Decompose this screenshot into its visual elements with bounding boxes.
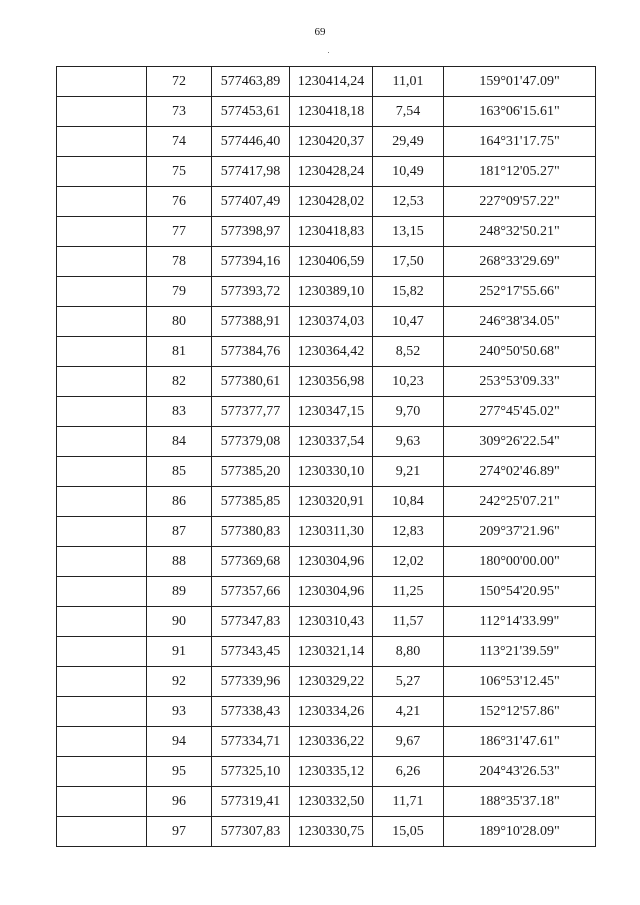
distance-cell: 10,47	[373, 307, 444, 337]
x-coordinate-cell: 577325,10	[212, 757, 290, 787]
x-coordinate-cell: 577338,43	[212, 697, 290, 727]
y-coordinate-cell: 1230420,37	[290, 127, 373, 157]
x-coordinate-cell: 577357,66	[212, 577, 290, 607]
distance-cell: 11,71	[373, 787, 444, 817]
y-coordinate-cell: 1230335,12	[290, 757, 373, 787]
empty-cell	[57, 367, 147, 397]
table-row	[57, 367, 596, 397]
table-row	[57, 577, 596, 607]
empty-cell	[57, 577, 147, 607]
point-number-cell: 86	[147, 487, 212, 517]
empty-cell	[57, 67, 147, 97]
angle-cell: 242°25'07.21"	[444, 487, 596, 517]
distance-cell: 7,54	[373, 97, 444, 127]
empty-cell	[57, 457, 147, 487]
angle-cell: 159°01'47.09"	[444, 67, 596, 97]
x-coordinate-cell: 577384,76	[212, 337, 290, 367]
table-row	[57, 67, 596, 97]
empty-cell	[57, 397, 147, 427]
table-row	[57, 307, 596, 337]
point-number-cell: 95	[147, 757, 212, 787]
angle-cell: 227°09'57.22"	[444, 187, 596, 217]
angle-cell: 152°12'57.86"	[444, 697, 596, 727]
angle-cell: 246°38'34.05"	[444, 307, 596, 337]
distance-cell: 9,67	[373, 727, 444, 757]
x-coordinate-cell: 577385,85	[212, 487, 290, 517]
empty-cell	[57, 157, 147, 187]
point-number-cell: 88	[147, 547, 212, 577]
distance-cell: 11,01	[373, 67, 444, 97]
empty-cell	[57, 247, 147, 277]
empty-cell	[57, 217, 147, 247]
table-row	[57, 667, 596, 697]
point-number-cell: 74	[147, 127, 212, 157]
angle-cell: 204°43'26.53"	[444, 757, 596, 787]
point-number-cell: 91	[147, 637, 212, 667]
x-coordinate-cell: 577398,97	[212, 217, 290, 247]
table-row	[57, 517, 596, 547]
table-row	[57, 457, 596, 487]
x-coordinate-cell: 577380,61	[212, 367, 290, 397]
y-coordinate-cell: 1230334,26	[290, 697, 373, 727]
y-coordinate-cell: 1230428,24	[290, 157, 373, 187]
point-number-cell: 84	[147, 427, 212, 457]
distance-cell: 4,21	[373, 697, 444, 727]
distance-cell: 12,02	[373, 547, 444, 577]
angle-cell: 277°45'45.02"	[444, 397, 596, 427]
distance-cell: 15,82	[373, 277, 444, 307]
y-coordinate-cell: 1230356,98	[290, 367, 373, 397]
y-coordinate-cell: 1230332,50	[290, 787, 373, 817]
distance-cell: 15,05	[373, 817, 444, 847]
y-coordinate-cell: 1230418,83	[290, 217, 373, 247]
table-row	[57, 277, 596, 307]
x-coordinate-cell: 577379,08	[212, 427, 290, 457]
table-row	[57, 547, 596, 577]
y-coordinate-cell: 1230321,14	[290, 637, 373, 667]
point-number-cell: 93	[147, 697, 212, 727]
angle-cell: 186°31'47.61"	[444, 727, 596, 757]
table-row	[57, 637, 596, 667]
distance-cell: 12,83	[373, 517, 444, 547]
empty-cell	[57, 547, 147, 577]
point-number-cell: 85	[147, 457, 212, 487]
x-coordinate-cell: 577388,91	[212, 307, 290, 337]
x-coordinate-cell: 577319,41	[212, 787, 290, 817]
distance-cell: 13,15	[373, 217, 444, 247]
point-number-cell: 78	[147, 247, 212, 277]
angle-cell: 164°31'17.75"	[444, 127, 596, 157]
distance-cell: 9,63	[373, 427, 444, 457]
empty-cell	[57, 97, 147, 127]
distance-cell: 10,84	[373, 487, 444, 517]
distance-cell: 10,49	[373, 157, 444, 187]
table-row	[57, 247, 596, 277]
y-coordinate-cell: 1230330,75	[290, 817, 373, 847]
point-number-cell: 80	[147, 307, 212, 337]
x-coordinate-cell: 577307,83	[212, 817, 290, 847]
angle-cell: 268°33'29.69"	[444, 247, 596, 277]
y-coordinate-cell: 1230304,96	[290, 577, 373, 607]
table-row	[57, 97, 596, 127]
y-coordinate-cell: 1230311,30	[290, 517, 373, 547]
coordinates-table	[56, 66, 596, 847]
table-row	[57, 187, 596, 217]
angle-cell: 209°37'21.96"	[444, 517, 596, 547]
table-row	[57, 337, 596, 367]
y-coordinate-cell: 1230336,22	[290, 727, 373, 757]
empty-cell	[57, 307, 147, 337]
distance-cell: 8,52	[373, 337, 444, 367]
y-coordinate-cell: 1230374,03	[290, 307, 373, 337]
y-coordinate-cell: 1230418,18	[290, 97, 373, 127]
empty-cell	[57, 517, 147, 547]
empty-cell	[57, 277, 147, 307]
x-coordinate-cell: 577369,68	[212, 547, 290, 577]
x-coordinate-cell: 577417,98	[212, 157, 290, 187]
angle-cell: 163°06'15.61"	[444, 97, 596, 127]
table-row	[57, 127, 596, 157]
y-coordinate-cell: 1230330,10	[290, 457, 373, 487]
y-coordinate-cell: 1230389,10	[290, 277, 373, 307]
page-number: 69	[314, 26, 326, 38]
empty-cell	[57, 667, 147, 697]
point-number-cell: 72	[147, 67, 212, 97]
empty-cell	[57, 757, 147, 787]
point-number-cell: 73	[147, 97, 212, 127]
table-row	[57, 487, 596, 517]
empty-cell	[57, 607, 147, 637]
angle-cell: 112°14'33.99"	[444, 607, 596, 637]
angle-cell: 309°26'22.54"	[444, 427, 596, 457]
distance-cell: 8,80	[373, 637, 444, 667]
distance-cell: 17,50	[373, 247, 444, 277]
empty-cell	[57, 487, 147, 517]
point-number-cell: 77	[147, 217, 212, 247]
angle-cell: 188°35'37.18"	[444, 787, 596, 817]
x-coordinate-cell: 577393,72	[212, 277, 290, 307]
point-number-cell: 96	[147, 787, 212, 817]
distance-cell: 12,53	[373, 187, 444, 217]
point-number-cell: 92	[147, 667, 212, 697]
y-coordinate-cell: 1230320,91	[290, 487, 373, 517]
distance-cell: 9,70	[373, 397, 444, 427]
empty-cell	[57, 427, 147, 457]
angle-cell: 106°53'12.45"	[444, 667, 596, 697]
angle-cell: 150°54'20.95"	[444, 577, 596, 607]
table-row	[57, 727, 596, 757]
scan-speck	[328, 52, 329, 53]
y-coordinate-cell: 1230304,96	[290, 547, 373, 577]
x-coordinate-cell: 577394,16	[212, 247, 290, 277]
angle-cell: 181°12'05.27"	[444, 157, 596, 187]
y-coordinate-cell: 1230364,42	[290, 337, 373, 367]
point-number-cell: 81	[147, 337, 212, 367]
empty-cell	[57, 697, 147, 727]
point-number-cell: 82	[147, 367, 212, 397]
y-coordinate-cell: 1230310,43	[290, 607, 373, 637]
table-row	[57, 757, 596, 787]
table-row	[57, 817, 596, 847]
angle-cell: 248°32'50.21"	[444, 217, 596, 247]
empty-cell	[57, 787, 147, 817]
angle-cell: 189°10'28.09"	[444, 817, 596, 847]
table-row	[57, 607, 596, 637]
table-row	[57, 427, 596, 457]
point-number-cell: 97	[147, 817, 212, 847]
x-coordinate-cell: 577463,89	[212, 67, 290, 97]
y-coordinate-cell: 1230406,59	[290, 247, 373, 277]
x-coordinate-cell: 577377,77	[212, 397, 290, 427]
y-coordinate-cell: 1230337,54	[290, 427, 373, 457]
x-coordinate-cell: 577385,20	[212, 457, 290, 487]
table-row	[57, 397, 596, 427]
distance-cell: 5,27	[373, 667, 444, 697]
x-coordinate-cell: 577334,71	[212, 727, 290, 757]
empty-cell	[57, 727, 147, 757]
x-coordinate-cell: 577446,40	[212, 127, 290, 157]
x-coordinate-cell: 577339,96	[212, 667, 290, 697]
empty-cell	[57, 127, 147, 157]
distance-cell: 9,21	[373, 457, 444, 487]
distance-cell: 11,57	[373, 607, 444, 637]
y-coordinate-cell: 1230329,22	[290, 667, 373, 697]
point-number-cell: 83	[147, 397, 212, 427]
point-number-cell: 94	[147, 727, 212, 757]
angle-cell: 180°00'00.00"	[444, 547, 596, 577]
angle-cell: 240°50'50.68"	[444, 337, 596, 367]
x-coordinate-cell: 577380,83	[212, 517, 290, 547]
empty-cell	[57, 637, 147, 667]
empty-cell	[57, 817, 147, 847]
empty-cell	[57, 187, 147, 217]
table-row	[57, 217, 596, 247]
x-coordinate-cell: 577453,61	[212, 97, 290, 127]
point-number-cell: 90	[147, 607, 212, 637]
point-number-cell: 76	[147, 187, 212, 217]
y-coordinate-cell: 1230347,15	[290, 397, 373, 427]
distance-cell: 29,49	[373, 127, 444, 157]
y-coordinate-cell: 1230414,24	[290, 67, 373, 97]
table-row	[57, 157, 596, 187]
x-coordinate-cell: 577407,49	[212, 187, 290, 217]
x-coordinate-cell: 577347,83	[212, 607, 290, 637]
empty-cell	[57, 337, 147, 367]
x-coordinate-cell: 577343,45	[212, 637, 290, 667]
table-row	[57, 697, 596, 727]
point-number-cell: 89	[147, 577, 212, 607]
point-number-cell: 79	[147, 277, 212, 307]
distance-cell: 10,23	[373, 367, 444, 397]
coordinates-table-body	[57, 67, 596, 847]
distance-cell: 11,25	[373, 577, 444, 607]
point-number-cell: 75	[147, 157, 212, 187]
angle-cell: 252°17'55.66"	[444, 277, 596, 307]
y-coordinate-cell: 1230428,02	[290, 187, 373, 217]
angle-cell: 113°21'39.59"	[444, 637, 596, 667]
distance-cell: 6,26	[373, 757, 444, 787]
angle-cell: 253°53'09.33"	[444, 367, 596, 397]
table-row	[57, 787, 596, 817]
point-number-cell: 87	[147, 517, 212, 547]
angle-cell: 274°02'46.89"	[444, 457, 596, 487]
